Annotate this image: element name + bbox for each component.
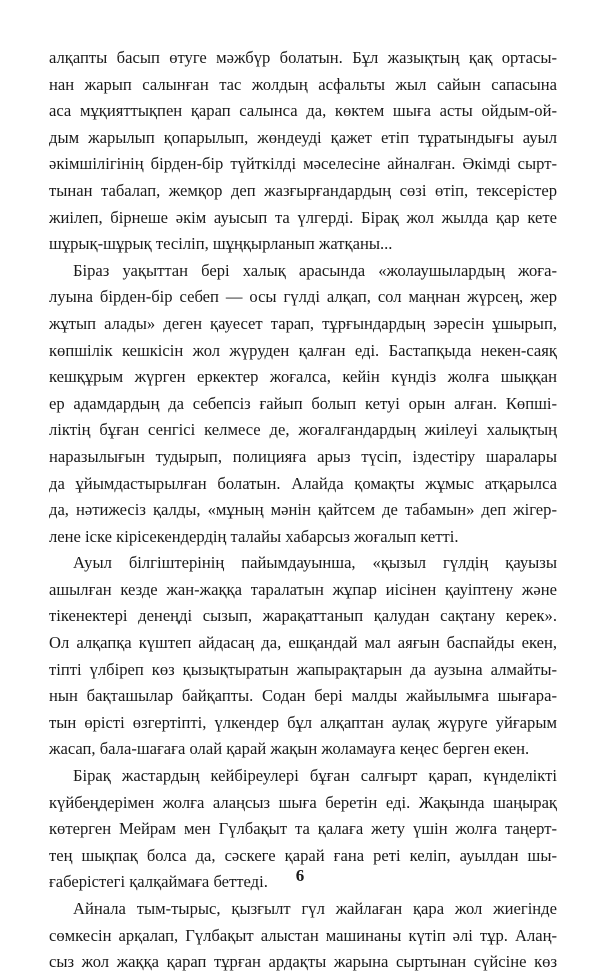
paragraph [49,45,557,258]
page-number: 6 [295,866,305,885]
text-line: көтерген Мейрам мен Гүлбақыт та қалаға жету үшін жолға таңерт- [49,819,557,839]
text-line: тікенектері денеңді сызып, жарақаттанып қалудан сақтану керек». [49,606,557,626]
text-line: нан жарып салынған тас жолдың асфальты жыл сайын сапасына [49,74,557,94]
text-line: Бірақ жастардың кейбіреулері бұған салғырт қарап, күнделікті [73,766,557,786]
text-line: нын бақташылар байқапты. Содан бері малды жайылымға шығара- [49,686,557,706]
text-line: лене іске кірісекендердің талайы хабарсыз жоғалып кетті. [49,526,459,546]
text-line: ліктің бұған сенгісі келмесе де, жоғалғандардың жиілеуі халықтың [49,420,557,440]
paragraph [49,258,557,551]
text-line: ғаберістегі қалқаймаға беттеді. [49,872,268,892]
text-line: ашылған кезде жан-жаққа таралатын жұпар иісінен қауіптену және [49,579,557,599]
text-line: луына бірден-бір себеп — осы гүлді алқап, сол маңнан жүрсең, жер [49,287,557,307]
text-line: дым жарылып қопарылып, жөндеуді қажет етіп тұратындығы ауыл [49,127,557,147]
text-line: жасап, бала-шағаға олай қарай жақын жоламауға кеңес берген екен. [49,739,530,759]
text-line: тең шықпақ болса да, сәскеге қарай ғана реті келіп, ауылдан шы- [49,845,557,865]
text-line: да ұйымдастырылған болатын. Алайда қомақты жұмыс атқарылса [49,473,557,493]
text-line: сөмкесін арқалап, Гүлбақыт алыстан машинаны күтіп әлі тұр. Алаң- [49,925,557,945]
text-line: күйбеңдерімен жолға алаңсыз шыға беретін еді. Жақында шаңырақ [49,792,557,812]
text-line: Айнала тым-тырыс, қызғылт гүл жайлаған қара жол жиегінде [73,899,557,918]
text-line: наразылығын тудырып, полицияға арыз түсіп, іздестіру шаралары [49,446,557,466]
text-line: тіпті үлбіреп көз қызықтыратын жапырақтарын да аузына алмайты- [49,659,557,679]
text-line: тынан табалап, жемқор деп жазғырғандардың сөзі өтіп, тексерістер [49,180,557,200]
text-line: көпшілік кешкісін жол жүруден қалған еді. Бастапқыда некен-саяқ [49,340,557,360]
text-line: Ол алқапқа күштеп айдасаң да, ешқандай мал аяғын баспайды екен, [49,633,557,653]
text-line: жиілеп, бірнеше әкім ауысып та үлгерді. Бірақ жол жылда қар кете [49,207,557,227]
text-line: Біраз уақыттан бері халық арасында «жолаушылардың жоға- [73,260,557,280]
text-line: аса мұқияттықпен қарап салынса да, көктем шыға асты ойдым-ой- [49,101,557,121]
text-line: Ауыл білгіштерінің пайымдауынша, «қызыл гүлдің қауызы [73,553,557,573]
text-line: әкімшілігінің бірден-бір түйткілді мәселесіне айналған. Әкімді сырт- [49,154,557,174]
text-line: тын өрісті өзгертіпті, үлкендер бұл алқаптан аулақ жүруге уйғарым [49,712,557,732]
text-line: да, нәтижесіз қалды, «мұның мәнін қайтсем де табамын» деп жігер- [49,500,557,520]
text-line: алқапты басып өтуге мәжбүр болатын. Бұл жазықтың қақ ортасы- [49,48,557,67]
text-line: жұтып алады» деген қауесет тарап, тұрғындардың зәресін ұшырып, [49,313,557,333]
paragraph [49,896,557,976]
body-text [49,45,557,976]
text-line: сыз жол жаққа қарап тұрған ардақты жарына сыртынан сүйсіне көз [49,952,557,972]
text-line: кешқұрым жүрген еркектер жоғалса, кейін күндіз жолға шыққан [49,367,557,387]
paragraph [49,550,557,763]
text-line: ер адамдардың да себепсіз ғайып болып кетуі орын алған. Көпші- [49,393,557,413]
text-line: шұрық-шұрық тесіліп, шұңқырланып жатқаны... [49,234,393,254]
